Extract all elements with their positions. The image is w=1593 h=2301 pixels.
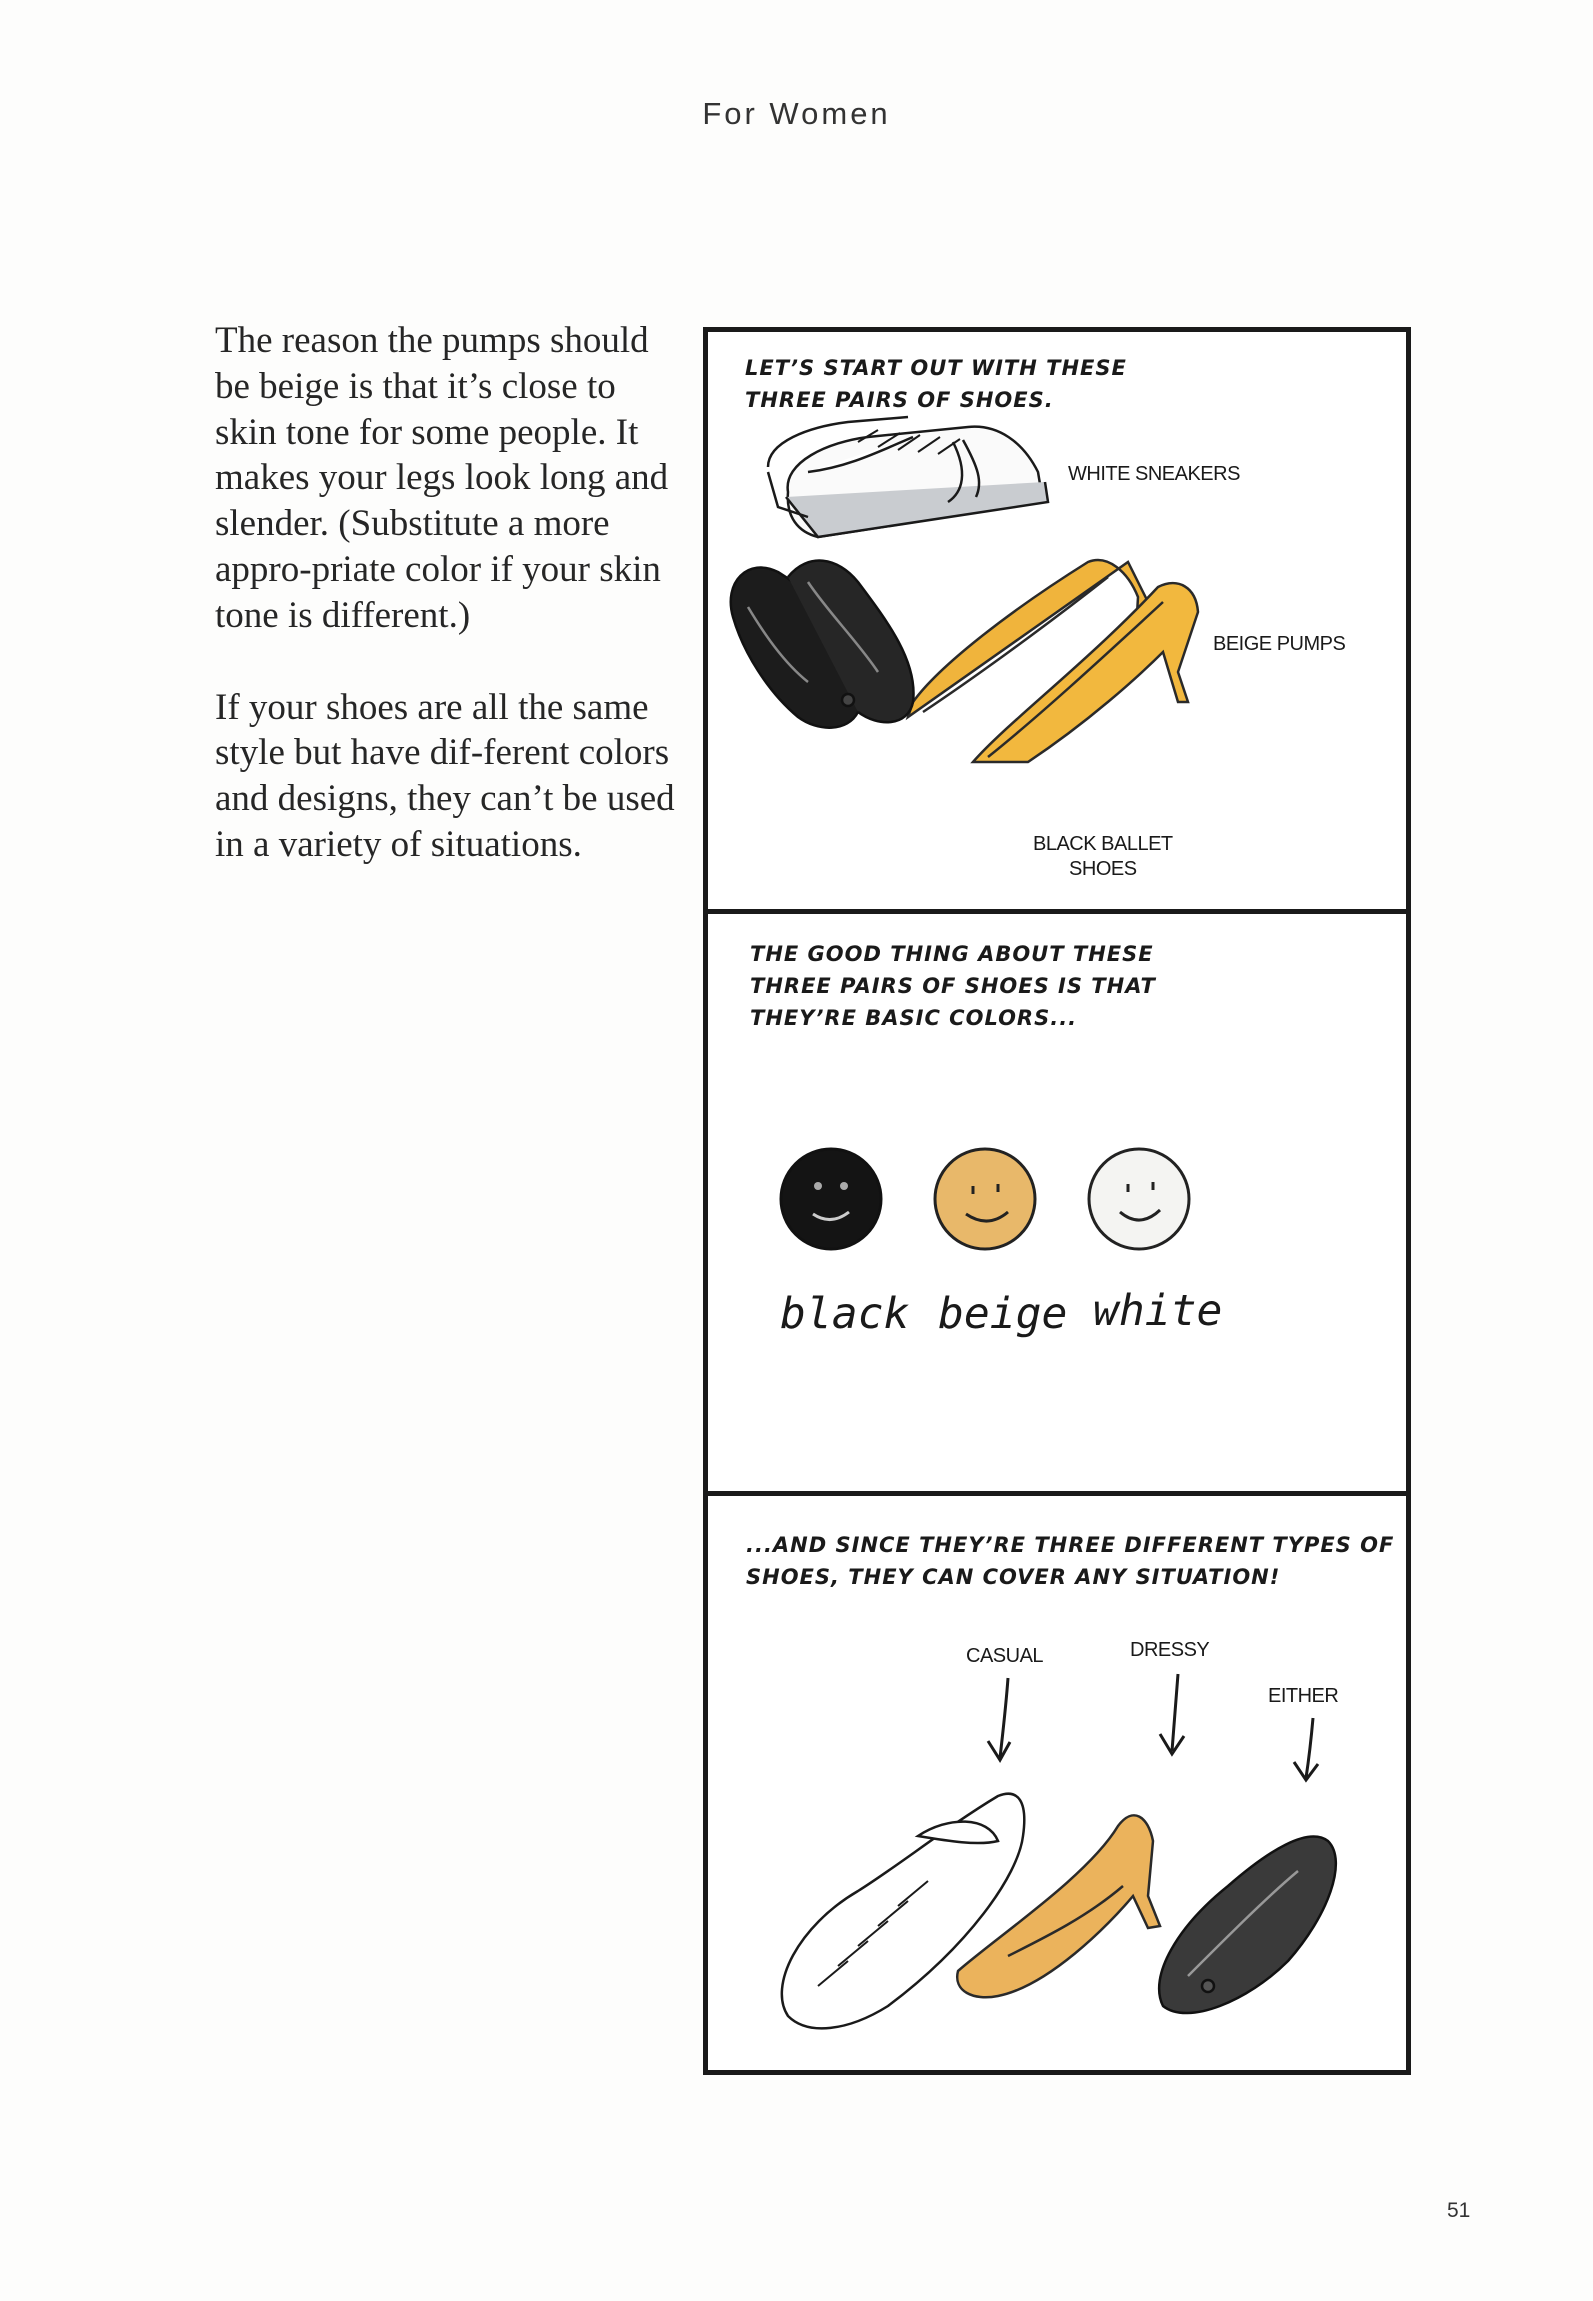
dressy-label: DRESSY	[1130, 1639, 1210, 1661]
page-number: 51	[1447, 2199, 1471, 2222]
smiley-faces	[708, 914, 1406, 1491]
white-smiley-icon	[1089, 1149, 1189, 1249]
color-word-black: black	[780, 1289, 910, 1339]
arrow-icons	[988, 1674, 1318, 1780]
either-label: EITHER	[1268, 1685, 1339, 1707]
panel-2-caption: THE GOOD THING ABOUT THESE THREE PAIRS OF SHOES IS THAT THEY’RE BASIC COLORS...	[750, 942, 1156, 1030]
beige-smiley-icon	[935, 1149, 1035, 1249]
situation-illustration	[708, 1496, 1406, 2070]
beige-pumps-label: BEIGE PUMPS	[1213, 633, 1346, 655]
white-sneaker-drawing	[768, 417, 1048, 537]
black-ballet-label: BLACK BALLET SHOES	[1033, 833, 1173, 880]
white-sneakers-label: WHITE SNEAKERS	[1068, 463, 1240, 485]
body-text	[215, 318, 685, 914]
black-ballet-drawing	[731, 561, 914, 728]
comic-panel-2	[708, 914, 1406, 1491]
comic-panel-3	[708, 1496, 1406, 2070]
paragraph-2: If your shoes are all the same style but have dif-ferent colors and designs, they can’t be used in a variety of situations.	[215, 686, 675, 865]
paragraph-1: The reason the pumps should be beige is that it’s close to skin tone for some people. It makes your legs look long and slender. (Substitute a more appro-priate color if your skin tone is different.)	[215, 320, 669, 636]
color-word-white: white	[1093, 1286, 1223, 1336]
running-header: For Women	[702, 96, 891, 131]
comic-strip	[703, 327, 1411, 2075]
panel-3-caption: ...AND SINCE THEY’RE THREE DIFFERENT TYPES OF SHOES, THEY CAN COVER ANY SITUATION!	[746, 1533, 1395, 1589]
panel-1-caption: LET’S START OUT WITH THESE THREE PAIRS OF SHOES.	[745, 356, 1127, 412]
color-word-beige: beige	[938, 1289, 1068, 1339]
shoes-illustration	[708, 332, 1406, 909]
beige-pumps-drawing	[908, 560, 1198, 762]
black-smiley-icon	[781, 1149, 881, 1249]
comic-panel-1	[708, 332, 1406, 909]
casual-label: CASUAL	[966, 1645, 1044, 1667]
either-ballet-drawing	[1159, 1837, 1336, 2013]
